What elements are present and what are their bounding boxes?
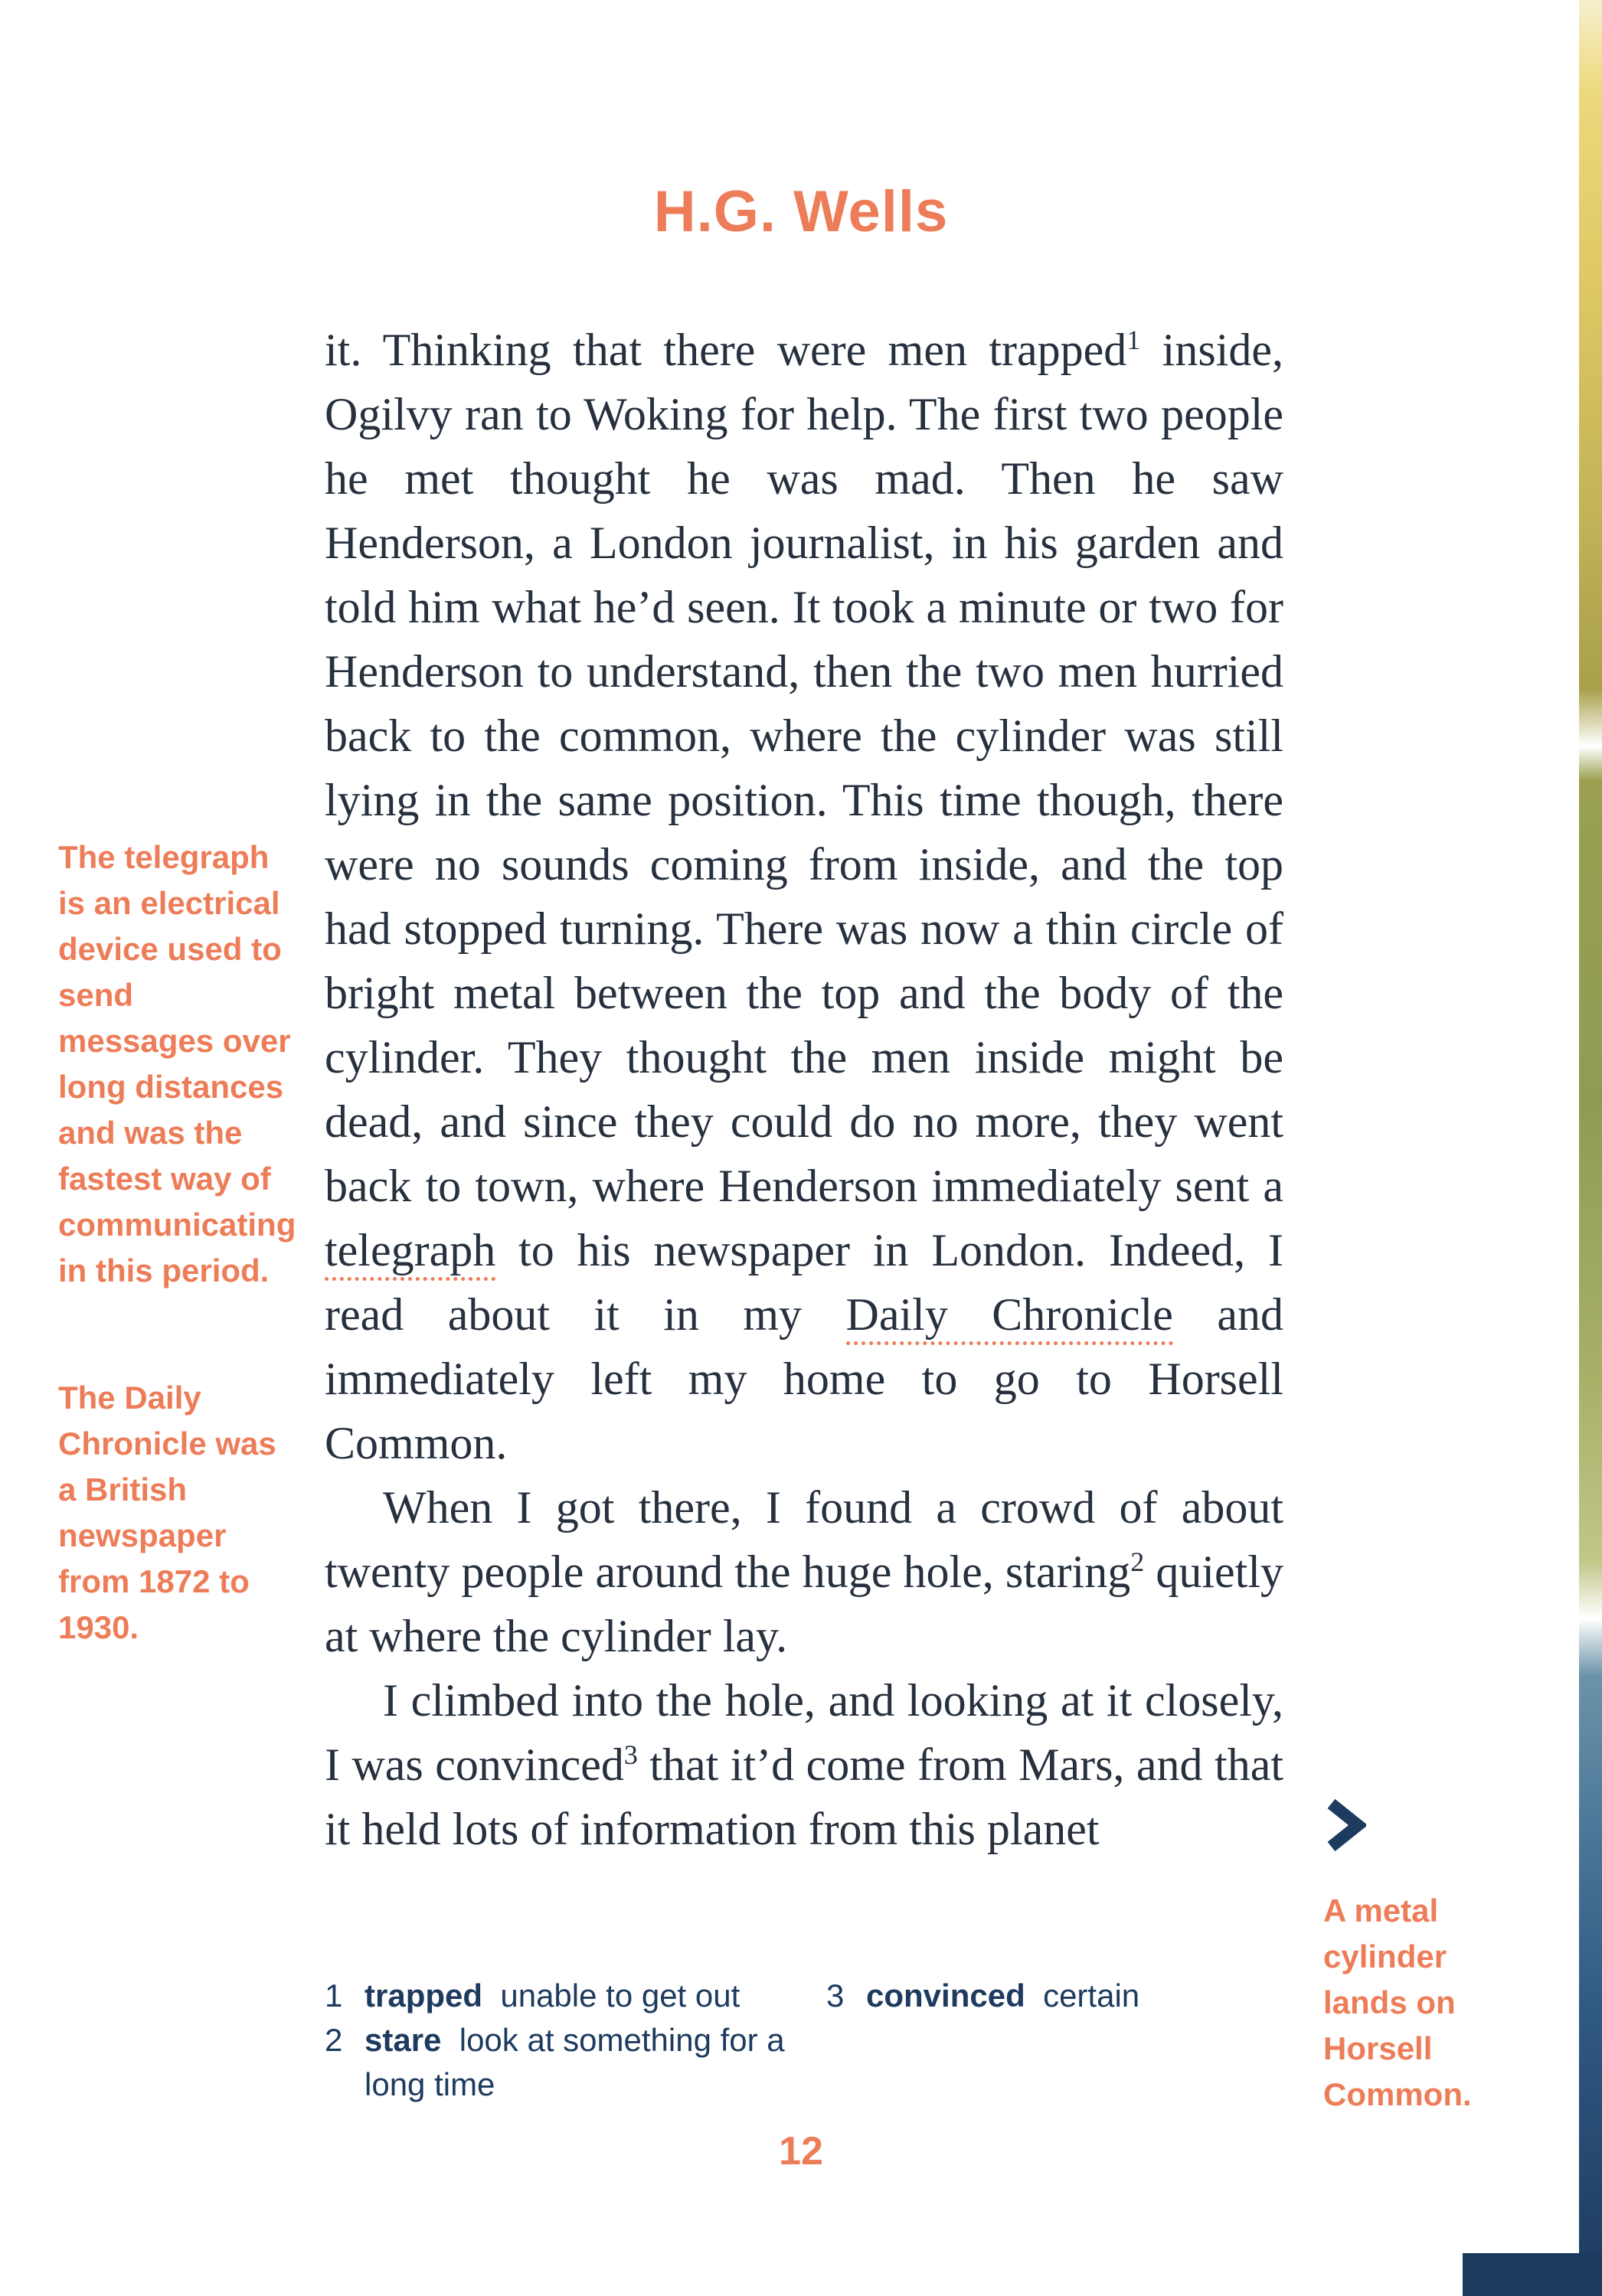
text-run: it. Thinking that there were men trapped [325,325,1127,375]
footnote-item [325,1974,793,2018]
footnote-definition: certain [1025,1978,1140,2013]
text-run: and immediately left my home to go to Horsell Common. [325,1289,1283,1468]
text-run: I climbed into the hole, and looking at it closely, I was convinced [325,1675,1283,1790]
story-text [325,318,1283,1861]
footnote-term: stare [365,2022,442,2058]
text-run: to his newspaper in London. Indeed, I read about it in my [325,1225,1283,1340]
paragraph [325,1475,1283,1668]
margin-note-cylinder: A metal cylinder lands on Horsell Common. [1323,1893,1472,2112]
page-title: H.G. Wells [653,178,949,244]
bottom-navy-bar [1463,2253,1602,2296]
section-marker [1323,1798,1492,2118]
page-number: 12 [779,2129,823,2174]
footnote-term: trapped [365,1978,483,2013]
footnote-number: 3 [826,1978,845,2013]
paragraph [325,318,1283,1475]
margin-note-telegraph: The telegraph is an electrical device used to send messages over long distances and was the fastest way of communicating in this period. [58,839,296,1288]
footnotes [325,1974,1290,2107]
footnote-reference: 1 [1126,325,1141,355]
footnote-item [826,1974,1290,2018]
glossary-term: telegraph [325,1225,495,1281]
paragraph [325,1668,1283,1861]
footnote-reference: 2 [1130,1546,1145,1577]
footnote-column [325,1974,826,2107]
text-run: When I got there, I found a crowd of about twenty people around the huge hole, staring [325,1482,1283,1597]
margin-note-daily-chronicle: The Daily Chronicle was a British newspaper from 1872 to 1930. [58,1380,276,1645]
footnote-column [826,1974,1290,2107]
photo-edge-strip [1579,0,1602,2296]
footnote-definition: unable to get out [482,1978,741,2013]
text-run: that it’d come from Mars, and that it held lots of information from this planet [325,1739,1283,1854]
text-run: quietly at where the cylinder lay. [325,1546,1283,1661]
footnote-definition: look at something for a long time [365,2022,785,2102]
footnote-number: 2 [325,2022,343,2058]
footnote-reference: 3 [623,1739,638,1770]
chevron-right-icon [1323,1798,1366,1853]
footnote-term: convinced [866,1978,1025,2013]
footnote-item [325,2018,793,2107]
footnote-number: 1 [325,1978,343,2013]
glossary-term: Daily Chronicle [846,1289,1173,1345]
text-run: inside, Ogilvy ran to Woking for help. The first two people he met thought he was mad. Then he saw Henderson, a London journalist, in his garden and told him what he’d seen. It took a minute or two for Henderson to understand, then the two men hurried back to the common, where the cylinder was still lying in the same position. This time though, there were no sounds coming from inside, and the top had stopped turning. There was now a thin circle of bright metal between the top and the body of the cylinder. They thought the men inside might be dead, and since they could do no more, they went back to town, where Henderson immediately sent a [325,325,1283,1211]
